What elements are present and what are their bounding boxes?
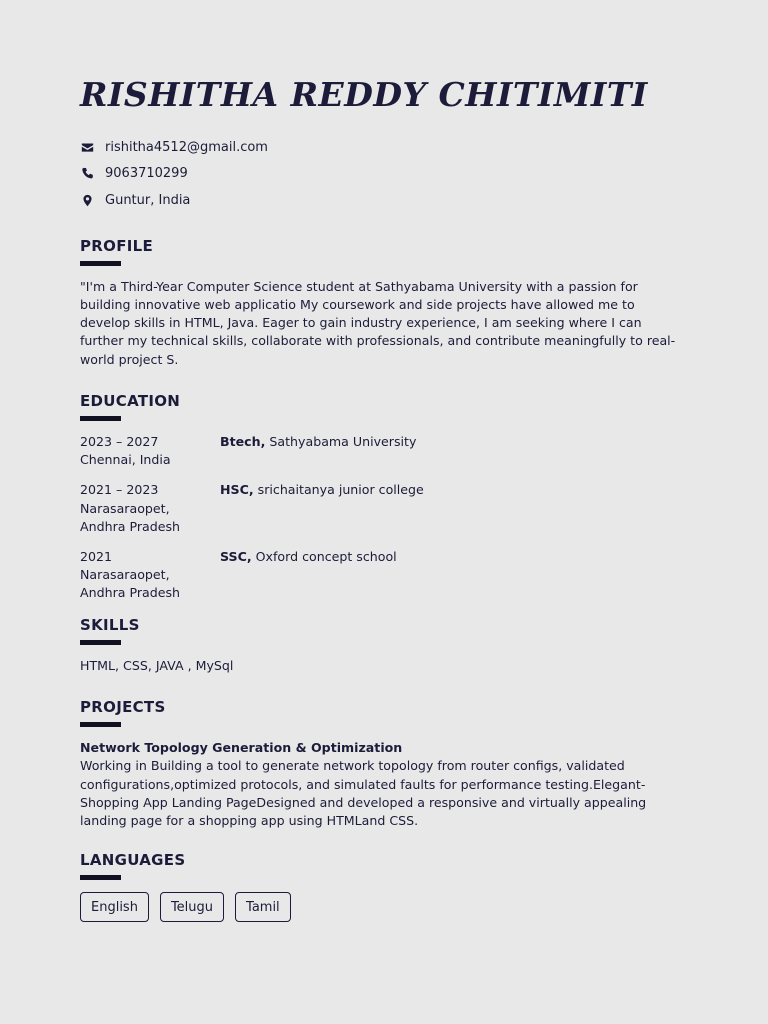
education-degree: HSC, xyxy=(220,482,254,498)
profile-text: "I'm a Third-Year Computer Science student at Sathyabama University with a passion for building innovative web applicatio My coursework and side projects have allowed me to develop skills in HTML, Java. Eager to gain industry experience, I am seeking where I can further my technical skills, collaborate with professionals, and contribute meaningfully to real-world project S. xyxy=(80,278,676,367)
profile-heading: PROFILE xyxy=(80,236,154,255)
phone-icon xyxy=(80,167,94,181)
skills-section xyxy=(80,615,688,675)
section-divider xyxy=(80,261,121,266)
location-pin-icon xyxy=(80,193,94,207)
education-school: Oxford concept school xyxy=(255,549,397,564)
project-title: Network Topology Generation & Optimization xyxy=(80,739,403,755)
contact-email[interactable] xyxy=(80,134,688,161)
skills-text: HTML, CSS, JAVA , MySql xyxy=(80,657,234,673)
education-degree: SSC, xyxy=(220,549,252,564)
language-tag-tamil: Tamil xyxy=(235,892,291,922)
education-item xyxy=(80,433,688,469)
contact-list xyxy=(80,134,688,214)
projects-section xyxy=(80,697,688,830)
education-years: 2023 – 2027 xyxy=(80,433,159,449)
languages-section xyxy=(80,850,688,922)
section-divider xyxy=(80,416,121,421)
education-degree: Btech, xyxy=(220,433,266,449)
education-place: Narasaraopet, Andhra Pradesh xyxy=(80,500,181,534)
skills-heading: SKILLS xyxy=(80,615,140,634)
education-school: srichaitanya junior college xyxy=(257,482,424,498)
section-divider xyxy=(80,722,121,727)
education-item xyxy=(80,481,688,536)
email-text: rishitha4512@gmail.com xyxy=(105,139,268,155)
section-divider xyxy=(80,640,121,645)
contact-phone[interactable] xyxy=(80,161,688,188)
education-section xyxy=(80,391,688,603)
full-name: RISHITHA REDDY CHITIMITI xyxy=(80,75,648,114)
language-tags xyxy=(80,892,688,922)
phone-text: 9063710299 xyxy=(105,166,188,182)
envelope-icon xyxy=(80,140,94,154)
contact-location xyxy=(80,187,688,214)
education-place: Chennai, India xyxy=(80,452,171,468)
projects-heading: PROJECTS xyxy=(80,697,166,716)
location-text: Guntur, India xyxy=(105,192,191,208)
education-heading: EDUCATION xyxy=(80,391,181,410)
section-divider xyxy=(80,875,121,880)
profile-section xyxy=(80,236,688,369)
language-tag-english: English xyxy=(80,892,149,922)
languages-heading: LANGUAGES xyxy=(80,851,186,870)
language-tag-telugu: Telugu xyxy=(160,892,224,922)
education-years: 2021 – 2023 xyxy=(80,482,159,498)
education-place: Narasaraopet, Andhra Pradesh xyxy=(80,567,181,601)
project-description: Working in Building a tool to generate network topology from router configs, validated configurations,optimized protocols, and simulated faults for performance testing.Elegant- Shopping App Landing PageDesigned and developed a responsive and virtually appealing landing page for a shopping app using HTMLand CSS. xyxy=(80,758,647,829)
education-item xyxy=(80,548,688,603)
education-years: 2021 xyxy=(80,549,113,564)
education-school: Sathyabama University xyxy=(269,433,417,449)
